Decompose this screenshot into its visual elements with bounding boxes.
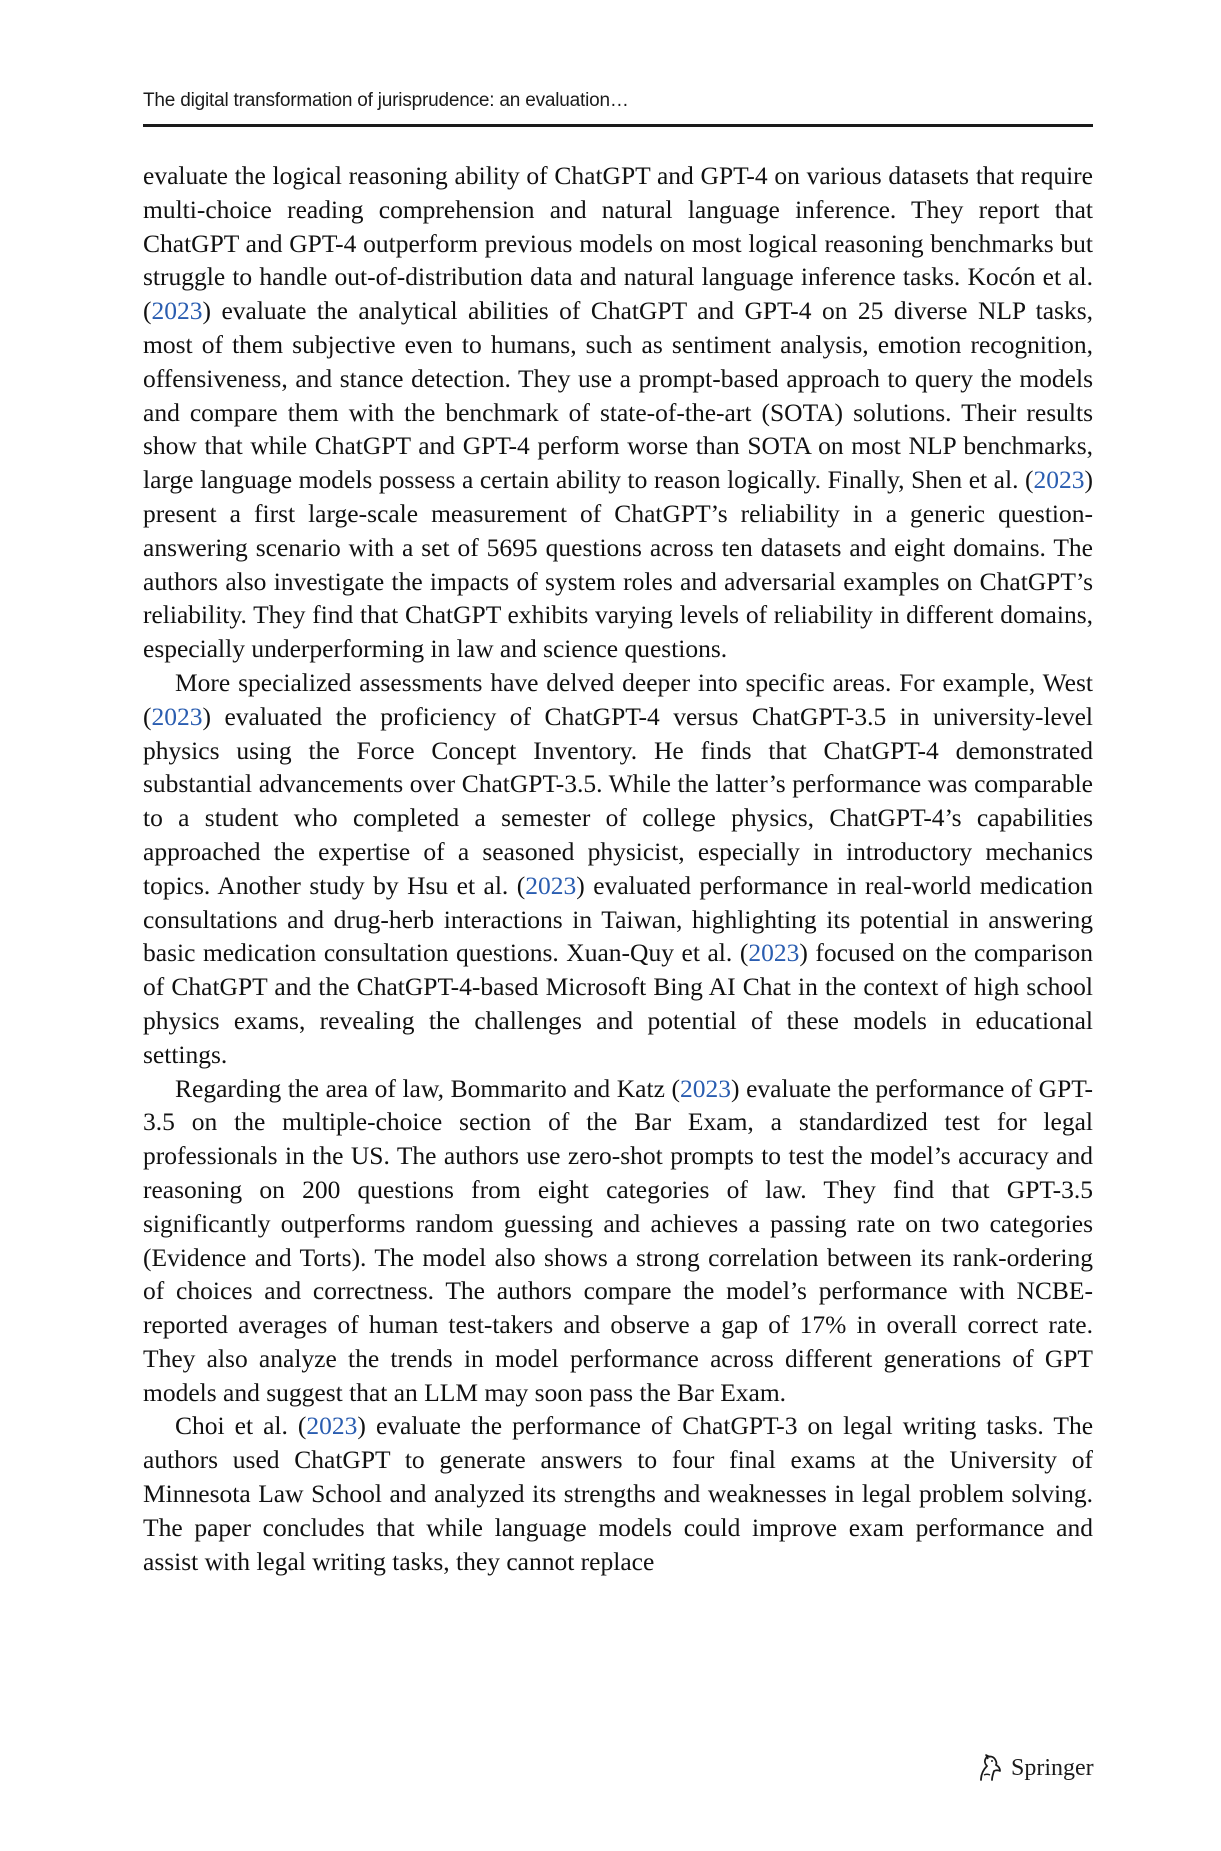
- paragraph: Regarding the area of law, Bommarito and Katz (2023) evaluate the performance of GPT-3.5 on the multiple-choice section of the Bar Exam, a standardized test for legal professionals in the US. The authors use zero-shot prompts to test the model’s accuracy and reasoning on 200 questions from eight categories of law. They find that GPT-3.5 significantly outperforms random guessing and achieves a passing rate on two categories (Evidence and Torts). The model also shows a strong correlation between its rank-ordering of choices and correctness. The authors compare the model’s performance with NCBE-reported averages of human test-takers and observe a gap of 17% in overall correct rate. They also analyze the trends in model performance across different generations of GPT models and suggest that an LLM may soon pass the Bar Exam.: [143, 1073, 1093, 1407]
- paragraph: Choi et al. (2023) evaluate the performance of ChatGPT-3 on legal writing tasks. The authors used ChatGPT to generate answers to four final exams at the University of Minnesota Law School and analyzed its strengths and weaknesses in legal problem solving. The paper concludes that while language models could improve exam performance and assist with legal writing tasks, they cannot replace: [143, 1411, 1094, 1576]
- paragraph: More specialized assessments have delved deeper into specific areas. For example, West (2023) evaluated the proficiency of ChatGPT-4 versus ChatGPT-3.5 in university-level physics using the Force Concept Inventory. He finds that ChatGPT-4 demonstrated substantial advancements over ChatGPT-3.5. While the latter’s performance was comparable to a student who completed a semester of college physics, ChatGPT-4’s capabilities approached the expertise of a seasoned physicist, especially in introductory mechanics topics. Another study by Hsu et al. (2023) evaluated performance in real-world medication consultations and drug-herb interactions in Taiwan, highlighting its potential in answering basic medication consultation questions. Xuan-Quy et al. (2023) focused on the comparison of ChatGPT and the ChatGPT-4-based Microsoft Bing AI Chat in the context of high school physics exams, revealing the challenges and potential of these models in educational settings.: [143, 667, 1094, 1069]
- citation-link[interactable]: 2023: [151, 296, 203, 326]
- citation-link[interactable]: 2023: [680, 1073, 731, 1103]
- citation-link[interactable]: 2023: [1033, 465, 1085, 495]
- header-rule: [143, 124, 1093, 127]
- citation-link[interactable]: 2023: [525, 870, 577, 900]
- citation-link[interactable]: 2023: [306, 1411, 358, 1441]
- citation-link[interactable]: 2023: [151, 701, 203, 731]
- publisher-logo: [975, 1753, 1094, 1783]
- springer-horse-icon: [975, 1753, 1003, 1783]
- running-head: The digital transformation of jurisprudence: an evaluation…: [143, 90, 629, 111]
- citation-link[interactable]: 2023: [748, 938, 800, 968]
- paragraph: evaluate the logical reasoning ability of ChatGPT and GPT-4 on various datasets that require multi-choice reading comprehension and natural language inference. They report that ChatGPT and GPT-4 outperform previous models on most logical reasoning benchmarks but struggle to handle out-of-distribution data and natural language inference tasks. Kocón et al. (2023) evaluate the analytical abilities of ChatGPT and GPT-4 on 25 diverse NLP tasks, most of them subjective even to humans, such as sentiment analysis, emotion recognition, offensiveness, and stance detection. They use a prompt-based approach to query the models and compare them with the benchmark of state-of-the-art (SOTA) solutions. Their results show that while ChatGPT and GPT-4 perform worse than SOTA on most NLP benchmarks, large language models possess a certain ability to reason logically. Finally, Shen et al. (2023) present a first large-scale measurement of ChatGPT’s reliability in a generic question-answering scenario with a set of 5695 questions across ten datasets and eight domains. The authors also investigate the impacts of system roles and adversarial examples on ChatGPT’s reliability. They find that ChatGPT exhibits varying levels of reliability in different domains, especially underperforming in law and science questions.: [143, 161, 1093, 664]
- article-body: [143, 159, 1093, 1578]
- publisher-name: Springer: [1011, 1754, 1094, 1781]
